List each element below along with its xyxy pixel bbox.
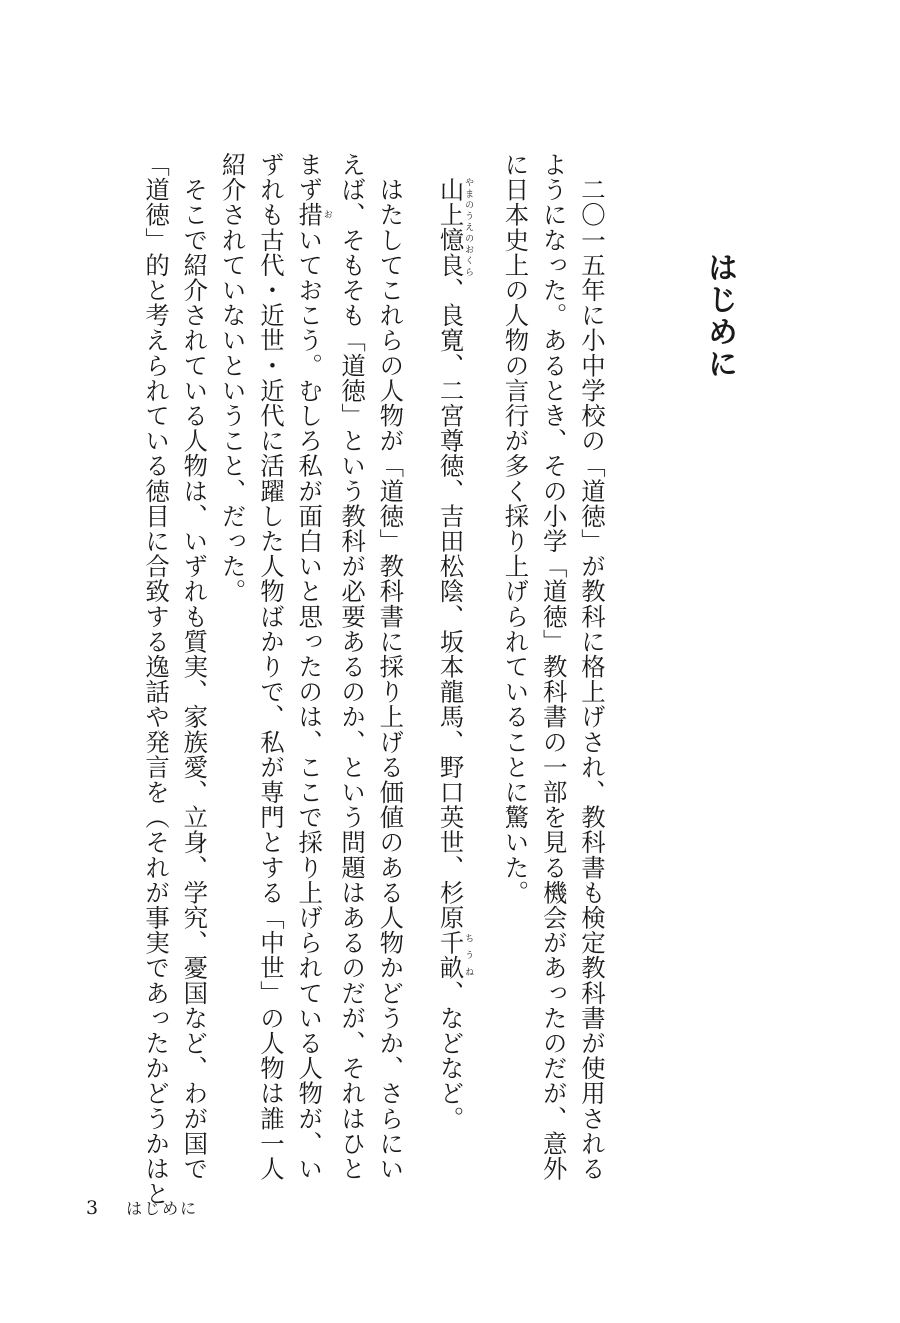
text-line: 紹介されていないということ、だった。 [217, 152, 247, 604]
chapter-title: はじめに [702, 252, 737, 380]
running-head: はじめに [126, 1199, 199, 1218]
text-line: えば、そもそも「道徳」という教科が必要あるのか、という問題はあるのだが、それはひと [337, 152, 367, 1182]
text-line: ずれも古代・近世・近代に活躍した人物ばかりで、私が専門とする「中世」の人物は誰一人 [255, 152, 285, 1182]
text-line: まず措おいておこう。むしろ私が面白いと思ったのは、ここで採り上げられている人物が、い [294, 152, 332, 1182]
page-number: 3 [86, 1197, 99, 1219]
ruby-oku: 措お [294, 202, 332, 228]
ruby-chiune: 千畝ちうね [435, 930, 474, 981]
body-text [136, 152, 610, 1207]
text-line: はたしてこれらの人物が「道徳」教科書に採り上げる価値のある人物かどうか、さらにい [375, 152, 405, 1182]
ruby-okura: 山上憶良やまのうえのおくら [435, 177, 474, 278]
text-line: 「道徳」的と考えられている徳目に合致する逸話や発言を（それが事実であったかどうかはと [141, 152, 171, 1207]
person-list-line: 山上憶良やまのうえのおくら、良寛、二宮尊徳、吉田松陰、坂本龍馬、野口英世、杉原千畝ちうね、などなど。 [435, 177, 474, 1131]
page-footer [86, 1196, 198, 1219]
paragraph-gap [473, 152, 495, 1162]
paragraph-gap [408, 152, 430, 1162]
text-line: ようになった。あるとき、その小学「道徳」教科書の一部を見る機会があったのだが、意外 [538, 152, 568, 1182]
text-line: に日本史上の人物の言行が多く採り上げられていることに驚いた。 [500, 152, 530, 905]
text-line: そこで紹介されている人物は、いずれも質実、家族愛、立身、学究、憂国など、わが国で [179, 152, 209, 1182]
text-line: 二〇一五年に小中学校の「道徳」が教科に格上げされ、教科書も検定教科書が使用される [577, 152, 606, 1182]
